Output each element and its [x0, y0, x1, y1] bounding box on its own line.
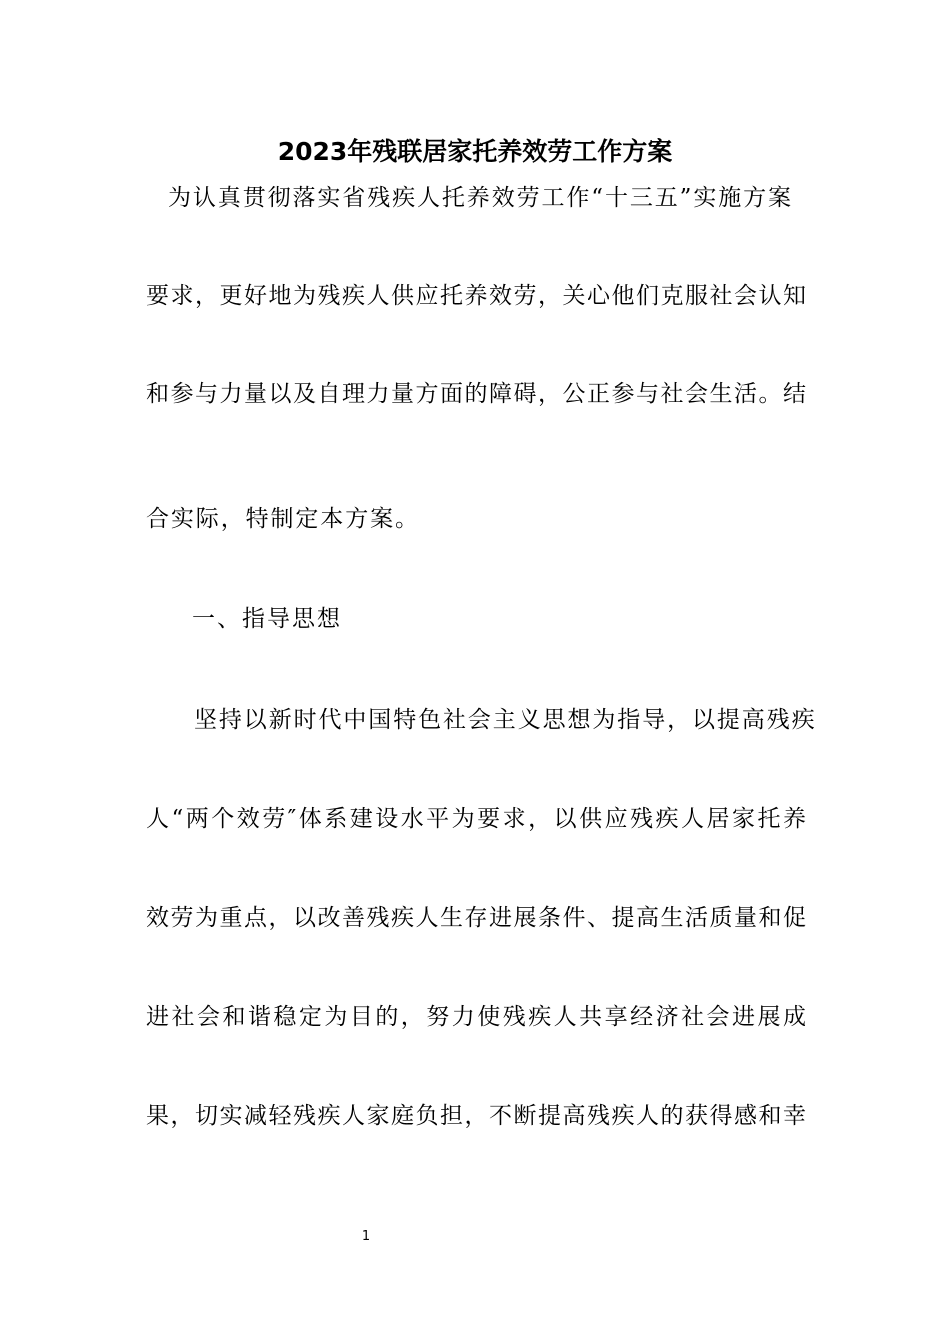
section-heading: 一、指导思想: [192, 606, 342, 632]
paragraph-line: 和参与力量以及自理力量方面的障碍，公正参与社会生活。结: [146, 381, 806, 407]
paragraph-line: 果，切实减轻残疾人家庭负担，不断提高残疾人的获得感和幸: [146, 1103, 806, 1129]
paragraph-line: 人“两个效劳″体系建设水平为要求，以供应残疾人居家托养: [146, 806, 806, 832]
document-title: 2023年残联居家托养效劳工作方案: [277, 137, 673, 166]
page-number: 1: [361, 1229, 371, 1244]
paragraph-line: 坚持以新时代中国特色社会主义思想为指导，以提高残疾: [194, 707, 817, 733]
paragraph-line: 为认真贯彻落实省残疾人托养效劳工作“十三五”实施方案: [168, 185, 793, 211]
paragraph-line: 效劳为重点，以改善残疾人生存进展条件、提高生活质量和促: [146, 905, 806, 931]
paragraph-line: 合实际，特制定本方案。: [146, 506, 420, 532]
paragraph-line: 进社会和谐稳定为目的，努力使残疾人共享经济社会进展成: [146, 1004, 806, 1030]
paragraph-line: 要求，更好地为残疾人供应托养效劳，关心他们克服社会认知: [146, 283, 806, 309]
